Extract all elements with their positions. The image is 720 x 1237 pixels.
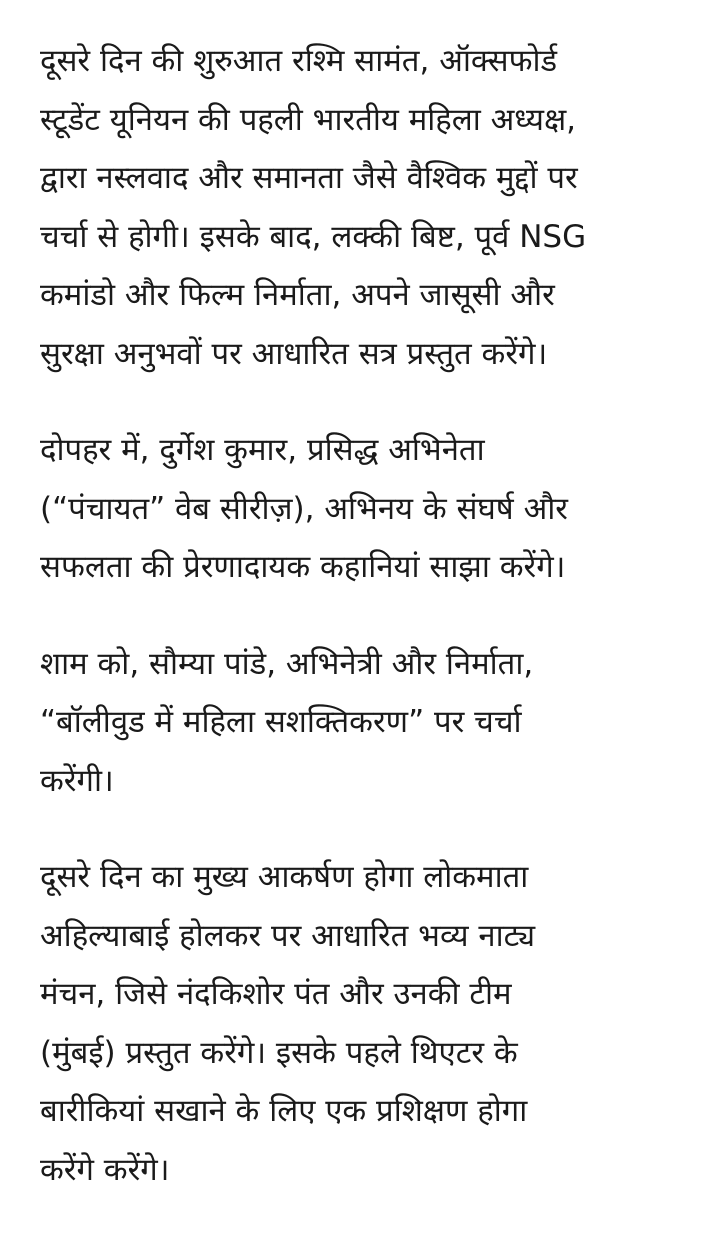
- text-line: करेंगे करेंगे।: [40, 1151, 170, 1188]
- text-line: “बॉलीवुड में महिला सशक्तिकरण” पर चर्चा: [40, 704, 522, 740]
- text-line: (“पंचायत” वेब सीरीज़), अभिनय के संघर्ष और: [40, 490, 568, 527]
- paragraph-day-two-opening: [40, 32, 700, 383]
- text-line: स्टूडेंट यूनियन की पहली भारतीय महिला अध्यक्ष,: [40, 101, 577, 138]
- text-line: (मुंबई) प्रस्तुत करेंगे। इसके पहले थिएटर के: [40, 1034, 518, 1071]
- text-line: शाम को, सौम्या पांडे, अभिनेत्री और निर्माता,: [40, 645, 534, 682]
- paragraph-evening: [40, 635, 700, 811]
- paragraph-afternoon: [40, 421, 700, 597]
- text-line: करेंगी।: [40, 762, 114, 799]
- text-line: सफलता की प्रेरणादायक कहानियां साझा करेंगे।: [40, 549, 566, 585]
- text-line: चर्चा से होगी। इसके बाद, लक्की बिष्ट, पूर्व NSG: [40, 218, 587, 255]
- text-line: दोपहर में, दुर्गेश कुमार, प्रसिद्ध अभिनेता: [40, 432, 485, 468]
- paragraph-main-attraction: [40, 848, 700, 1199]
- text-line: मंचन, जिसे नंदकिशोर पंत और उनकी टीम: [40, 976, 512, 1012]
- text-line: दूसरे दिन का मुख्य आकर्षण होगा लोकमाता: [40, 859, 529, 895]
- text-line: कमांडो और फिल्म निर्माता, अपने जासूसी और: [40, 277, 555, 313]
- text-line: द्वारा नस्लवाद और समानता जैसे वैश्विक मुद्दों पर: [40, 160, 578, 196]
- article-body: [40, 32, 700, 1237]
- text-line: सुरक्षा अनुभवों पर आधारित सत्र प्रस्तुत करेंगे।: [40, 335, 548, 372]
- text-line: दूसरे दिन की शुरुआत रश्मि सामंत, ऑक्सफोर्ड: [40, 43, 558, 79]
- text-line: बारीकियां सखाने के लिए एक प्रशिक्षण होगा: [40, 1093, 528, 1129]
- text-line: अहिल्याबाई होलकर पर आधारित भव्य नाट्य: [40, 917, 536, 954]
